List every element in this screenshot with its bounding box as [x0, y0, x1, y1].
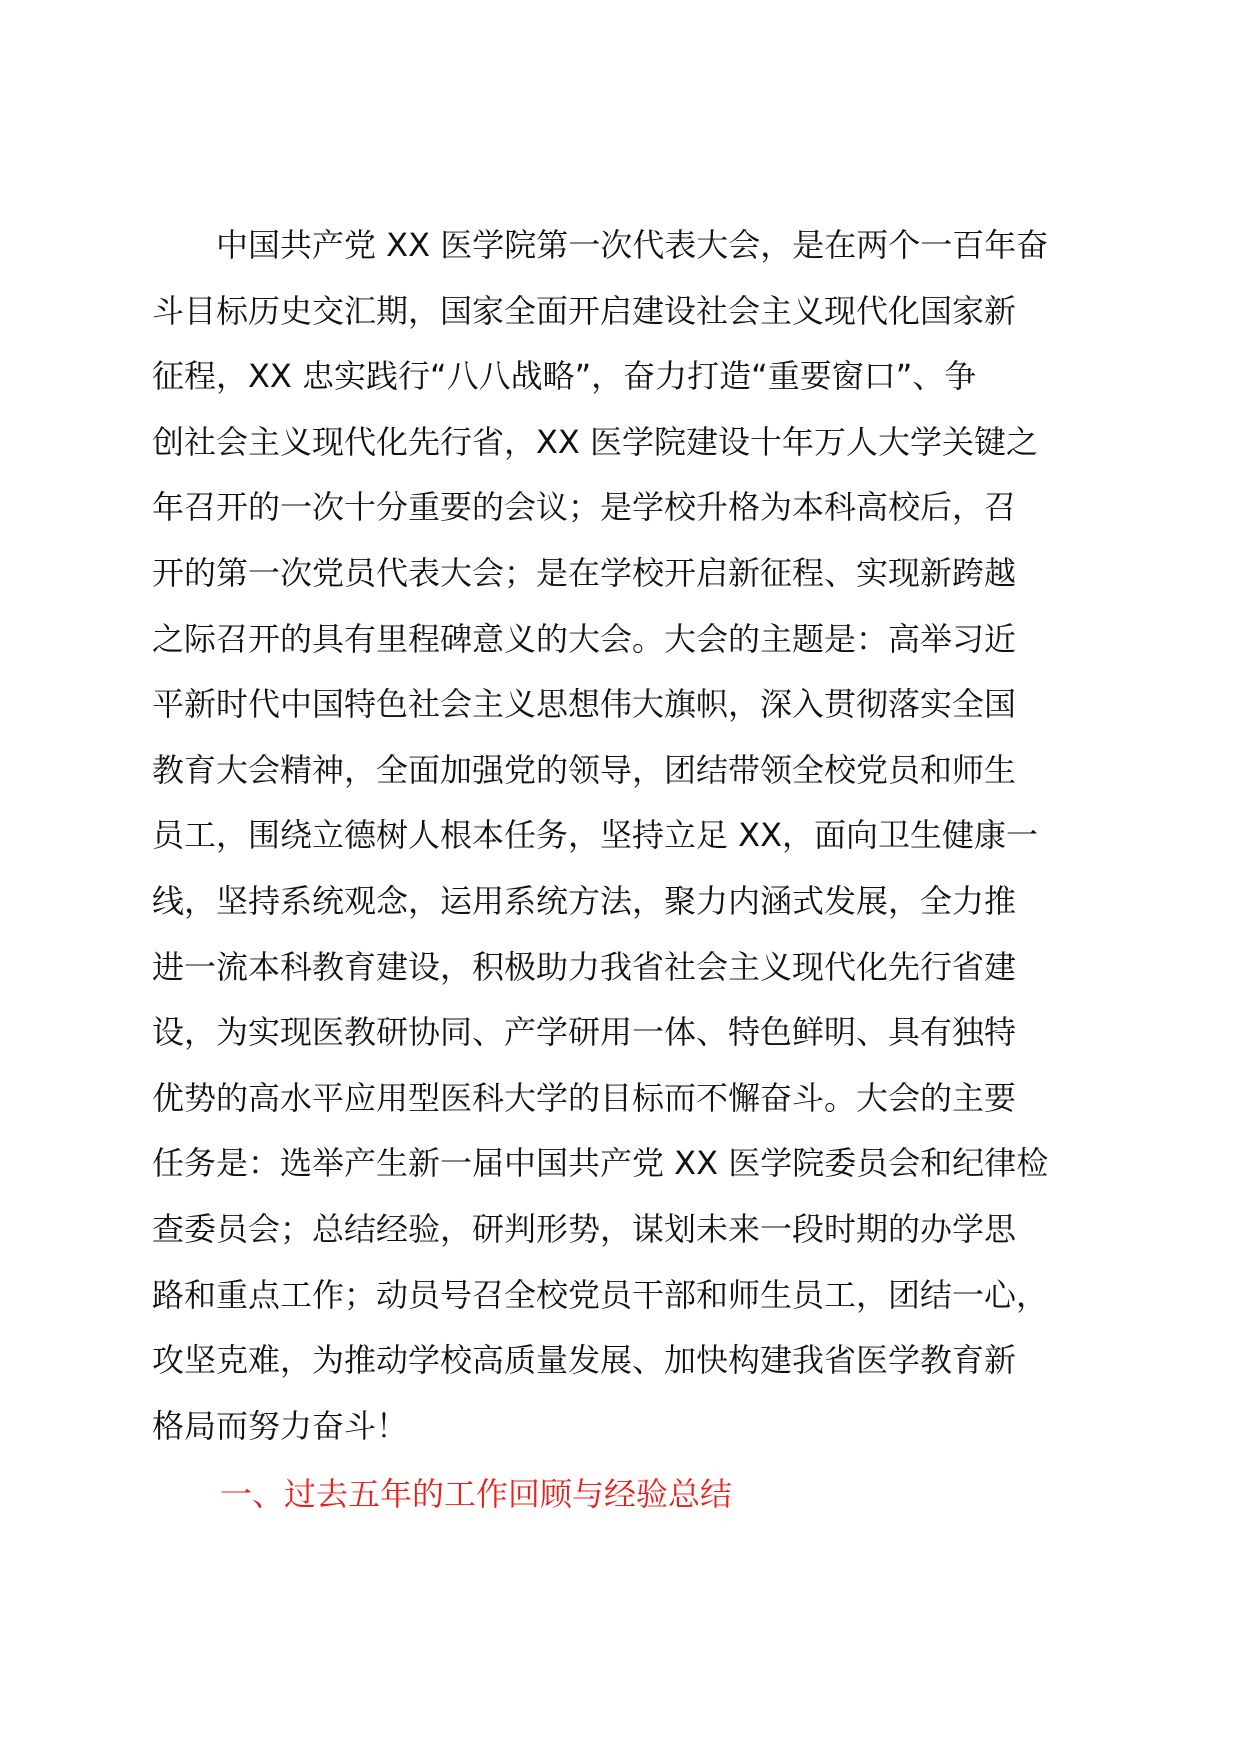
paragraph-line: 征程，XX 忠实践行“八八战略”，奋力打造“重要窗口”、争: [152, 357, 977, 396]
paragraph-line: 开的第一次党员代表大会；是在学校开启新征程、实现新跨越: [152, 553, 1017, 592]
paragraph-line: 攻坚克难，为推动学校高质量发展、加快构建我省医学教育新: [152, 1341, 1017, 1380]
paragraph-line: 任务是：选举产生新一届中国共产党 XX 医学院委员会和纪律检: [152, 1144, 1049, 1183]
section-heading: 一、过去五年的工作回顾与经验总结: [220, 1475, 733, 1513]
paragraph-line: 进一流本科教育建设，积极助力我省社会主义现代化先行省建: [152, 947, 1017, 986]
paragraph-line: 年召开的一次十分重要的会议；是学校升格为本科高校后，召: [152, 488, 1017, 527]
paragraph-line: 中国共产党 XX 医学院第一次代表大会，是在两个一百年奋: [152, 226, 1049, 264]
paragraph-line: 格局而努力奋斗！: [152, 1406, 409, 1445]
paragraph-line: 员工，围绕立德树人根本任务，坚持立足 XX，面向卫生健康一: [152, 816, 1039, 855]
paragraph-line: 线，坚持系统观念，运用系统方法，聚力内涵式发展，全力推: [152, 881, 1017, 920]
paragraph-line: 优势的高水平应用型医科大学的目标而不懈奋斗。大会的主要: [152, 1078, 1017, 1117]
paragraph-line: 平新时代中国特色社会主义思想伟大旗帜，深入贯彻落实全国: [152, 685, 1017, 724]
paragraph-line: 之际召开的具有里程碑意义的大会。大会的主题是：高举习近: [152, 619, 1017, 658]
intro-paragraph: [152, 213, 1082, 1459]
paragraph-line: 查委员会；总结经验，研判形势，谋划未来一段时期的办学思: [152, 1209, 1017, 1248]
paragraph-line: 斗目标历史交汇期，国家全面开启建设社会主义现代化国家新: [152, 291, 1017, 330]
paragraph-line: 教育大会精神，全面加强党的领导，团结带领全校党员和师生: [152, 750, 1017, 789]
paragraph-line: 设，为实现医教研协同、产学研用一体、特色鲜明、具有独特: [152, 1013, 1017, 1052]
paragraph-line: 路和重点工作；动员号召全校党员干部和师生员工，团结一心，: [152, 1275, 1049, 1314]
paragraph-line: 创社会主义现代化先行省，XX 医学院建设十年万人大学关键之: [152, 422, 1039, 461]
